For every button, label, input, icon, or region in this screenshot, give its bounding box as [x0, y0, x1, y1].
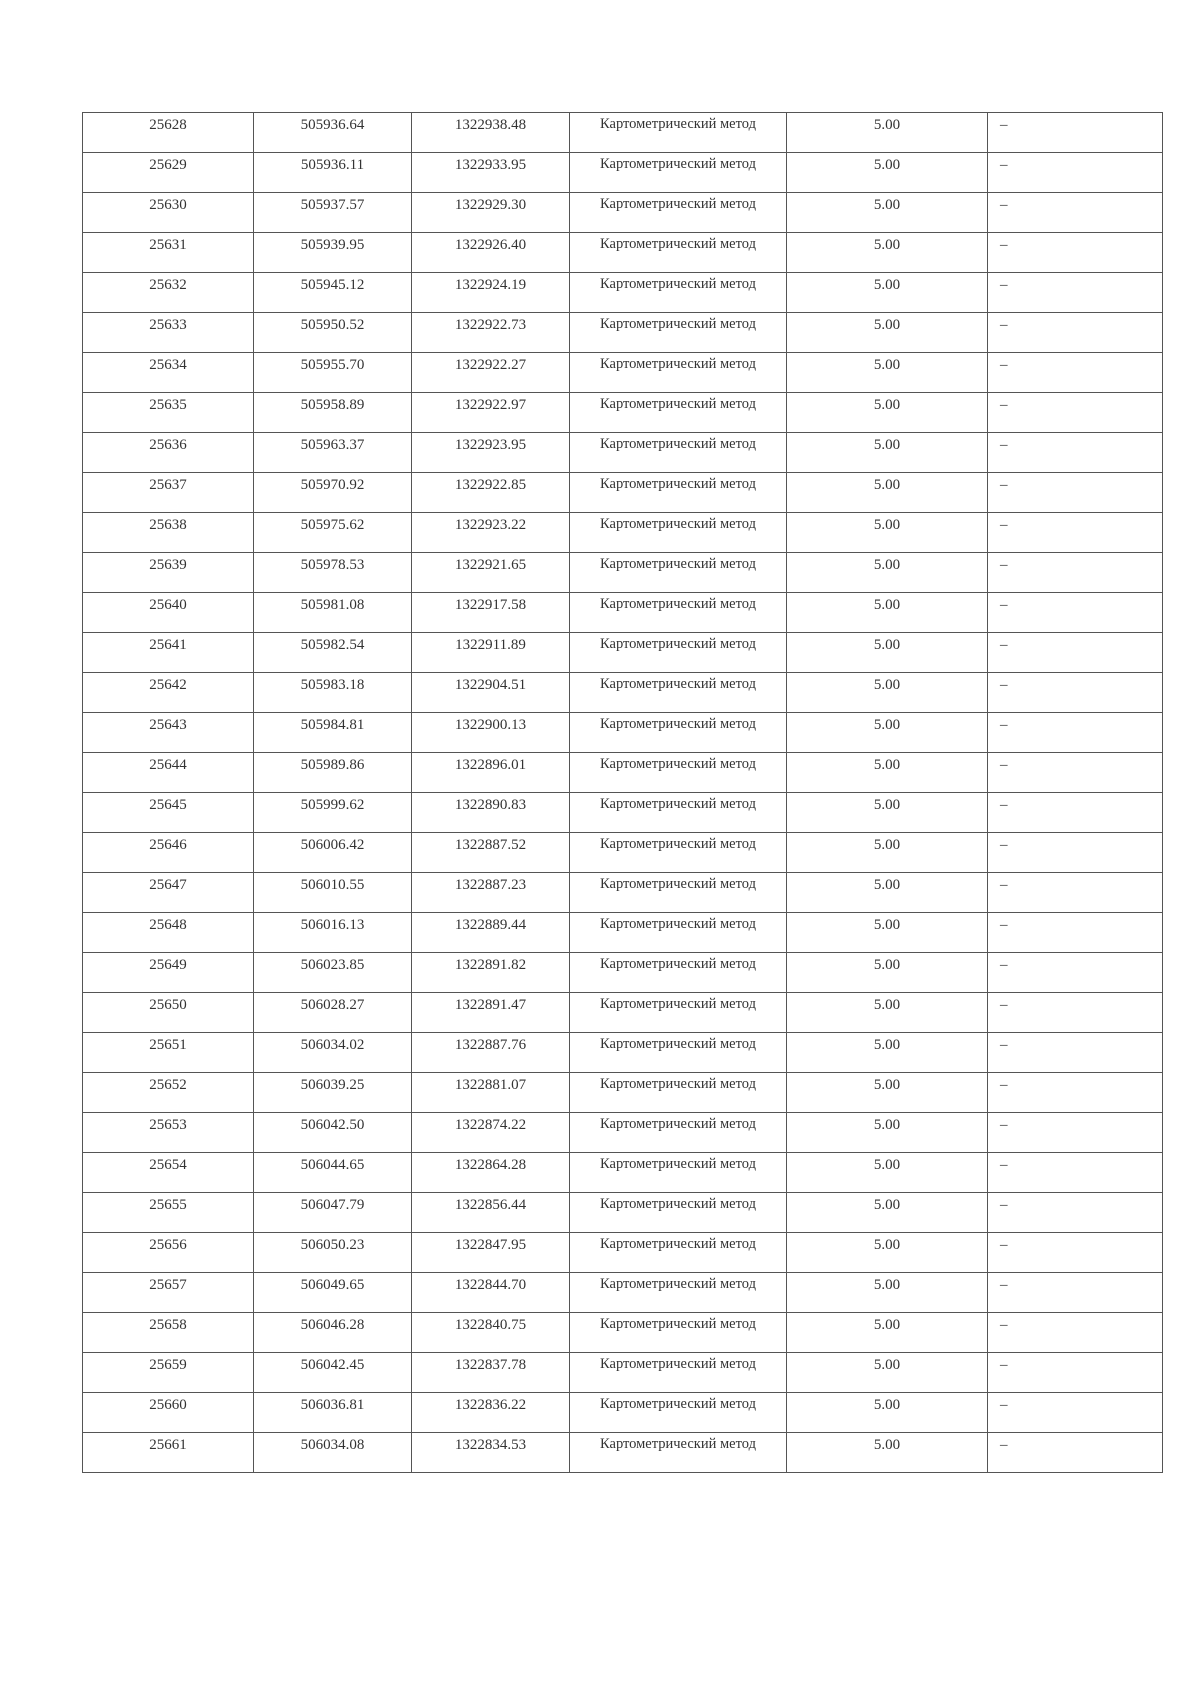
- x-coordinate-cell: 505978.53: [254, 553, 412, 593]
- note-cell: –: [988, 1153, 1163, 1193]
- accuracy-cell: 5.00: [787, 353, 988, 393]
- x-coordinate-cell: 505945.12: [254, 273, 412, 313]
- x-coordinate-cell: 505950.52: [254, 313, 412, 353]
- x-coordinate-cell: 506050.23: [254, 1233, 412, 1273]
- point-number-cell: 25640: [83, 593, 254, 633]
- x-coordinate-cell: 506042.45: [254, 1353, 412, 1393]
- point-number-cell: 25658: [83, 1313, 254, 1353]
- point-number-cell: 25632: [83, 273, 254, 313]
- y-coordinate-cell: 1322933.95: [412, 153, 570, 193]
- coordinates-table: [82, 112, 1163, 1473]
- method-cell: Картометрический метод: [570, 473, 787, 513]
- point-number-cell: 25647: [83, 873, 254, 913]
- accuracy-cell: 5.00: [787, 873, 988, 913]
- method-cell: Картометрический метод: [570, 313, 787, 353]
- y-coordinate-cell: 1322840.75: [412, 1313, 570, 1353]
- note-cell: –: [988, 1273, 1163, 1313]
- note-cell: –: [988, 313, 1163, 353]
- note-cell: –: [988, 113, 1163, 153]
- y-coordinate-cell: 1322889.44: [412, 913, 570, 953]
- x-coordinate-cell: 505981.08: [254, 593, 412, 633]
- accuracy-cell: 5.00: [787, 1393, 988, 1433]
- y-coordinate-cell: 1322911.89: [412, 633, 570, 673]
- method-cell: Картометрический метод: [570, 753, 787, 793]
- point-number-cell: 25638: [83, 513, 254, 553]
- accuracy-cell: 5.00: [787, 1353, 988, 1393]
- table-row: [83, 1153, 1163, 1193]
- accuracy-cell: 5.00: [787, 913, 988, 953]
- table-row: [83, 793, 1163, 833]
- accuracy-cell: 5.00: [787, 513, 988, 553]
- note-cell: –: [988, 1033, 1163, 1073]
- method-cell: Картометрический метод: [570, 593, 787, 633]
- y-coordinate-cell: 1322874.22: [412, 1113, 570, 1153]
- point-number-cell: 25631: [83, 233, 254, 273]
- x-coordinate-cell: 505982.54: [254, 633, 412, 673]
- method-cell: Картометрический метод: [570, 1073, 787, 1113]
- accuracy-cell: 5.00: [787, 393, 988, 433]
- method-cell: Картометрический метод: [570, 273, 787, 313]
- note-cell: –: [988, 353, 1163, 393]
- method-cell: Картометрический метод: [570, 433, 787, 473]
- point-number-cell: 25650: [83, 993, 254, 1033]
- note-cell: –: [988, 1433, 1163, 1473]
- table-row: [83, 553, 1163, 593]
- table-row: [83, 833, 1163, 873]
- accuracy-cell: 5.00: [787, 113, 988, 153]
- accuracy-cell: 5.00: [787, 633, 988, 673]
- accuracy-cell: 5.00: [787, 1153, 988, 1193]
- x-coordinate-cell: 505955.70: [254, 353, 412, 393]
- accuracy-cell: 5.00: [787, 433, 988, 473]
- table-row: [83, 273, 1163, 313]
- y-coordinate-cell: 1322904.51: [412, 673, 570, 713]
- point-number-cell: 25655: [83, 1193, 254, 1233]
- y-coordinate-cell: 1322922.27: [412, 353, 570, 393]
- accuracy-cell: 5.00: [787, 833, 988, 873]
- point-number-cell: 25630: [83, 193, 254, 233]
- y-coordinate-cell: 1322917.58: [412, 593, 570, 633]
- x-coordinate-cell: 506028.27: [254, 993, 412, 1033]
- note-cell: –: [988, 433, 1163, 473]
- table-row: [83, 313, 1163, 353]
- accuracy-cell: 5.00: [787, 553, 988, 593]
- x-coordinate-cell: 505975.62: [254, 513, 412, 553]
- accuracy-cell: 5.00: [787, 1433, 988, 1473]
- y-coordinate-cell: 1322922.73: [412, 313, 570, 353]
- point-number-cell: 25637: [83, 473, 254, 513]
- accuracy-cell: 5.00: [787, 593, 988, 633]
- note-cell: –: [988, 1393, 1163, 1433]
- note-cell: –: [988, 713, 1163, 753]
- method-cell: Картометрический метод: [570, 233, 787, 273]
- y-coordinate-cell: 1322922.85: [412, 473, 570, 513]
- table-row: [83, 1113, 1163, 1153]
- accuracy-cell: 5.00: [787, 993, 988, 1033]
- y-coordinate-cell: 1322921.65: [412, 553, 570, 593]
- point-number-cell: 25643: [83, 713, 254, 753]
- y-coordinate-cell: 1322891.47: [412, 993, 570, 1033]
- x-coordinate-cell: 506046.28: [254, 1313, 412, 1353]
- accuracy-cell: 5.00: [787, 233, 988, 273]
- x-coordinate-cell: 506016.13: [254, 913, 412, 953]
- y-coordinate-cell: 1322864.28: [412, 1153, 570, 1193]
- accuracy-cell: 5.00: [787, 1033, 988, 1073]
- point-number-cell: 25651: [83, 1033, 254, 1073]
- method-cell: Картометрический метод: [570, 1273, 787, 1313]
- accuracy-cell: 5.00: [787, 793, 988, 833]
- table-row: [83, 1073, 1163, 1113]
- y-coordinate-cell: 1322938.48: [412, 113, 570, 153]
- accuracy-cell: 5.00: [787, 1193, 988, 1233]
- x-coordinate-cell: 506006.42: [254, 833, 412, 873]
- point-number-cell: 25644: [83, 753, 254, 793]
- table-row: [83, 673, 1163, 713]
- x-coordinate-cell: 505936.11: [254, 153, 412, 193]
- accuracy-cell: 5.00: [787, 273, 988, 313]
- note-cell: –: [988, 153, 1163, 193]
- accuracy-cell: 5.00: [787, 1273, 988, 1313]
- x-coordinate-cell: 506049.65: [254, 1273, 412, 1313]
- x-coordinate-cell: 506039.25: [254, 1073, 412, 1113]
- y-coordinate-cell: 1322923.22: [412, 513, 570, 553]
- note-cell: –: [988, 753, 1163, 793]
- point-number-cell: 25652: [83, 1073, 254, 1113]
- table-row: [83, 713, 1163, 753]
- y-coordinate-cell: 1322856.44: [412, 1193, 570, 1233]
- point-number-cell: 25648: [83, 913, 254, 953]
- table-row: [83, 353, 1163, 393]
- note-cell: –: [988, 1353, 1163, 1393]
- x-coordinate-cell: 506023.85: [254, 953, 412, 993]
- table-row: [83, 233, 1163, 273]
- method-cell: Картометрический метод: [570, 1313, 787, 1353]
- accuracy-cell: 5.00: [787, 473, 988, 513]
- table-row: [83, 393, 1163, 433]
- table-row: [83, 1193, 1163, 1233]
- y-coordinate-cell: 1322837.78: [412, 1353, 570, 1393]
- point-number-cell: 25639: [83, 553, 254, 593]
- note-cell: –: [988, 513, 1163, 553]
- point-number-cell: 25642: [83, 673, 254, 713]
- point-number-cell: 25628: [83, 113, 254, 153]
- x-coordinate-cell: 506042.50: [254, 1113, 412, 1153]
- table-row: [83, 633, 1163, 673]
- method-cell: Картометрический метод: [570, 873, 787, 913]
- point-number-cell: 25645: [83, 793, 254, 833]
- accuracy-cell: 5.00: [787, 193, 988, 233]
- method-cell: Картометрический метод: [570, 833, 787, 873]
- point-number-cell: 25636: [83, 433, 254, 473]
- table-row: [83, 1393, 1163, 1433]
- accuracy-cell: 5.00: [787, 753, 988, 793]
- x-coordinate-cell: 505958.89: [254, 393, 412, 433]
- x-coordinate-cell: 506036.81: [254, 1393, 412, 1433]
- y-coordinate-cell: 1322891.82: [412, 953, 570, 993]
- y-coordinate-cell: 1322881.07: [412, 1073, 570, 1113]
- x-coordinate-cell: 505963.37: [254, 433, 412, 473]
- note-cell: –: [988, 1073, 1163, 1113]
- x-coordinate-cell: 505984.81: [254, 713, 412, 753]
- x-coordinate-cell: 506034.08: [254, 1433, 412, 1473]
- method-cell: Картометрический метод: [570, 1113, 787, 1153]
- y-coordinate-cell: 1322847.95: [412, 1233, 570, 1273]
- accuracy-cell: 5.00: [787, 953, 988, 993]
- note-cell: –: [988, 233, 1163, 273]
- x-coordinate-cell: 505989.86: [254, 753, 412, 793]
- note-cell: –: [988, 473, 1163, 513]
- note-cell: –: [988, 1233, 1163, 1273]
- point-number-cell: 25657: [83, 1273, 254, 1313]
- x-coordinate-cell: 505970.92: [254, 473, 412, 513]
- method-cell: Картометрический метод: [570, 113, 787, 153]
- method-cell: Картометрический метод: [570, 793, 787, 833]
- accuracy-cell: 5.00: [787, 1313, 988, 1353]
- x-coordinate-cell: 506044.65: [254, 1153, 412, 1193]
- note-cell: –: [988, 193, 1163, 233]
- point-number-cell: 25661: [83, 1433, 254, 1473]
- method-cell: Картометрический метод: [570, 1033, 787, 1073]
- table-row: [83, 113, 1163, 153]
- method-cell: Картометрический метод: [570, 353, 787, 393]
- table-row: [83, 1313, 1163, 1353]
- accuracy-cell: 5.00: [787, 713, 988, 753]
- table-row: [83, 153, 1163, 193]
- method-cell: Картометрический метод: [570, 193, 787, 233]
- note-cell: –: [988, 833, 1163, 873]
- y-coordinate-cell: 1322924.19: [412, 273, 570, 313]
- table-row: [83, 473, 1163, 513]
- y-coordinate-cell: 1322922.97: [412, 393, 570, 433]
- accuracy-cell: 5.00: [787, 1073, 988, 1113]
- x-coordinate-cell: 505999.62: [254, 793, 412, 833]
- method-cell: Картометрический метод: [570, 1153, 787, 1193]
- y-coordinate-cell: 1322929.30: [412, 193, 570, 233]
- point-number-cell: 25635: [83, 393, 254, 433]
- x-coordinate-cell: 505936.64: [254, 113, 412, 153]
- note-cell: –: [988, 273, 1163, 313]
- point-number-cell: 25653: [83, 1113, 254, 1153]
- point-number-cell: 25633: [83, 313, 254, 353]
- coordinates-table-body: [83, 113, 1163, 1473]
- note-cell: –: [988, 1113, 1163, 1153]
- y-coordinate-cell: 1322900.13: [412, 713, 570, 753]
- method-cell: Картометрический метод: [570, 993, 787, 1033]
- note-cell: –: [988, 593, 1163, 633]
- point-number-cell: 25649: [83, 953, 254, 993]
- point-number-cell: 25656: [83, 1233, 254, 1273]
- method-cell: Картометрический метод: [570, 913, 787, 953]
- table-row: [83, 593, 1163, 633]
- table-row: [83, 873, 1163, 913]
- point-number-cell: 25659: [83, 1353, 254, 1393]
- method-cell: Картометрический метод: [570, 153, 787, 193]
- note-cell: –: [988, 793, 1163, 833]
- point-number-cell: 25654: [83, 1153, 254, 1193]
- table-row: [83, 193, 1163, 233]
- accuracy-cell: 5.00: [787, 313, 988, 353]
- y-coordinate-cell: 1322923.95: [412, 433, 570, 473]
- note-cell: –: [988, 1193, 1163, 1233]
- note-cell: –: [988, 633, 1163, 673]
- point-number-cell: 25641: [83, 633, 254, 673]
- accuracy-cell: 5.00: [787, 1233, 988, 1273]
- x-coordinate-cell: 506047.79: [254, 1193, 412, 1233]
- y-coordinate-cell: 1322896.01: [412, 753, 570, 793]
- x-coordinate-cell: 505983.18: [254, 673, 412, 713]
- point-number-cell: 25660: [83, 1393, 254, 1433]
- table-row: [83, 1233, 1163, 1273]
- note-cell: –: [988, 953, 1163, 993]
- method-cell: Картометрический метод: [570, 1393, 787, 1433]
- table-row: [83, 1033, 1163, 1073]
- y-coordinate-cell: 1322844.70: [412, 1273, 570, 1313]
- method-cell: Картометрический метод: [570, 1233, 787, 1273]
- accuracy-cell: 5.00: [787, 673, 988, 713]
- x-coordinate-cell: 506010.55: [254, 873, 412, 913]
- method-cell: Картометрический метод: [570, 673, 787, 713]
- note-cell: –: [988, 393, 1163, 433]
- method-cell: Картометрический метод: [570, 1353, 787, 1393]
- note-cell: –: [988, 673, 1163, 713]
- x-coordinate-cell: 505937.57: [254, 193, 412, 233]
- method-cell: Картометрический метод: [570, 713, 787, 753]
- method-cell: Картометрический метод: [570, 513, 787, 553]
- y-coordinate-cell: 1322887.23: [412, 873, 570, 913]
- accuracy-cell: 5.00: [787, 153, 988, 193]
- table-row: [83, 953, 1163, 993]
- table-row: [83, 513, 1163, 553]
- point-number-cell: 25629: [83, 153, 254, 193]
- y-coordinate-cell: 1322890.83: [412, 793, 570, 833]
- y-coordinate-cell: 1322834.53: [412, 1433, 570, 1473]
- note-cell: –: [988, 873, 1163, 913]
- y-coordinate-cell: 1322887.52: [412, 833, 570, 873]
- table-row: [83, 1353, 1163, 1393]
- note-cell: –: [988, 993, 1163, 1033]
- note-cell: –: [988, 913, 1163, 953]
- method-cell: Картометрический метод: [570, 633, 787, 673]
- point-number-cell: 25646: [83, 833, 254, 873]
- method-cell: Картометрический метод: [570, 953, 787, 993]
- method-cell: Картометрический метод: [570, 1433, 787, 1473]
- x-coordinate-cell: 506034.02: [254, 1033, 412, 1073]
- note-cell: –: [988, 1313, 1163, 1353]
- method-cell: Картометрический метод: [570, 393, 787, 433]
- accuracy-cell: 5.00: [787, 1113, 988, 1153]
- table-row: [83, 993, 1163, 1033]
- method-cell: Картометрический метод: [570, 1193, 787, 1233]
- table-row: [83, 753, 1163, 793]
- table-row: [83, 913, 1163, 953]
- y-coordinate-cell: 1322836.22: [412, 1393, 570, 1433]
- y-coordinate-cell: 1322926.40: [412, 233, 570, 273]
- table-row: [83, 1273, 1163, 1313]
- method-cell: Картометрический метод: [570, 553, 787, 593]
- table-row: [83, 1433, 1163, 1473]
- x-coordinate-cell: 505939.95: [254, 233, 412, 273]
- table-row: [83, 433, 1163, 473]
- point-number-cell: 25634: [83, 353, 254, 393]
- y-coordinate-cell: 1322887.76: [412, 1033, 570, 1073]
- note-cell: –: [988, 553, 1163, 593]
